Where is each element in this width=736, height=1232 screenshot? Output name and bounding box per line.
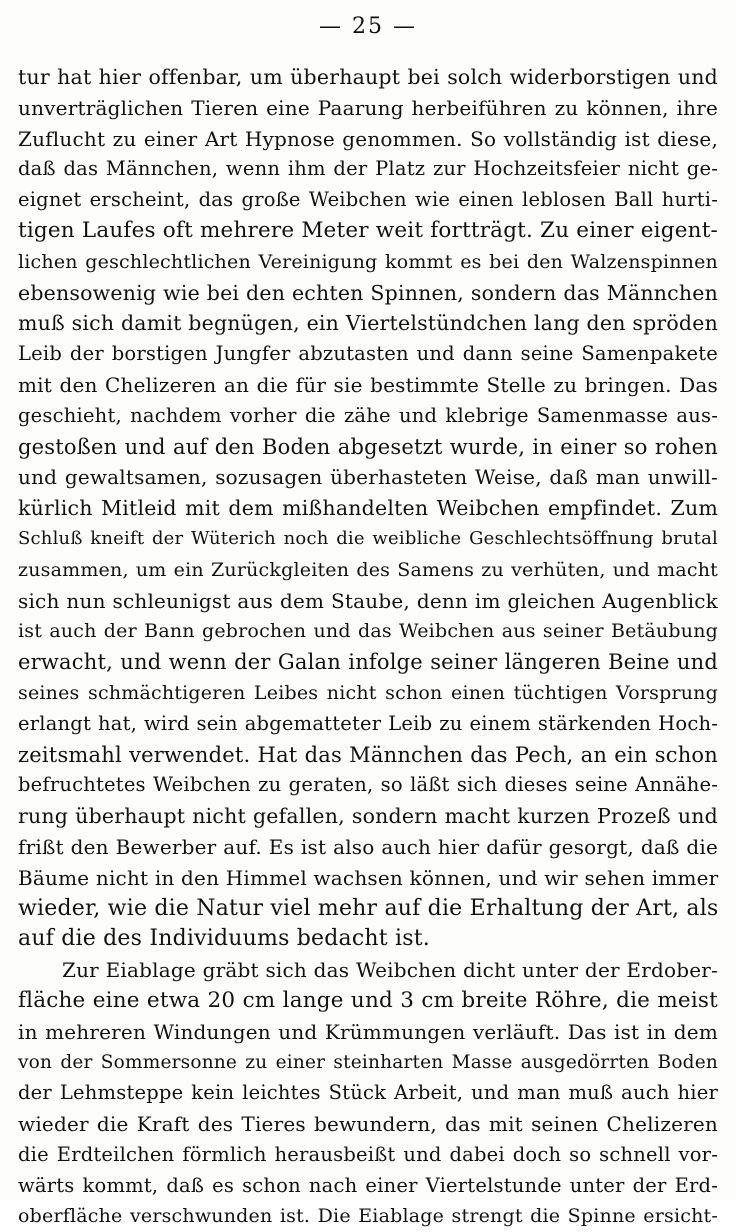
text-line: Zur Eiablage gräbt sich das Weibchen dicht unter der Erdober- <box>62 958 718 983</box>
body-text <box>18 62 718 1232</box>
text-line: wieder die Kraft des Tieres bewundern, das mit seinen Chelizeren <box>18 1112 718 1137</box>
text-line: seines schmächtigeren Leibes nicht schon einen tüchtigen Vorsprung <box>18 681 718 704</box>
page-number: — 25 — <box>319 14 417 39</box>
text-line: Leib der borstigen Jungfer abzutasten und dann seine Samenpakete <box>18 342 718 366</box>
text-line: befruchtetes Weibchen zu geraten, so läßt sich dieses seine Annähe- <box>18 773 718 797</box>
text-line: oberfläche verschwunden ist. Die Eiablage strengt die Spinne ersicht- <box>18 1205 718 1228</box>
text-line: auf die des Individuums bedacht ist. <box>18 926 430 952</box>
text-line: wärts kommt, daß es schon nach einer Viertelstunde unter der Erd- <box>18 1173 718 1197</box>
paragraph-2 <box>18 955 718 1232</box>
text-line: eignet erscheint, das große Weibchen wie einen leblosen Ball hurti- <box>18 188 718 212</box>
text-line: tur hat hier offenbar, um überhaupt bei solch widerborstigen und <box>18 65 718 89</box>
text-line: daß das Männchen, wenn ihm der Platz zur Hochzeitsfeier nicht ge- <box>18 157 718 181</box>
text-line: Bäume nicht in den Himmel wachsen können, und wir sehen immer <box>18 865 719 890</box>
text-line: tigen Laufes oft mehrere Meter weit fortträgt. Zu einer eigent- <box>18 217 719 243</box>
text-line: wieder, wie die Natur viel mehr auf die Erhaltung der Art, als <box>18 895 719 921</box>
text-line: zeitsmahl verwendet. Hat das Männchen das Pech, an ein schon <box>18 742 718 767</box>
text-line: ebensowenig wie bei den echten Spinnen, sondern das Männchen <box>18 280 718 305</box>
text-line: lichen geschlechtlichen Vereinigung kommt es bei den Walzenspinnen <box>18 250 718 273</box>
text-line: kürlich Mitleid mit dem mißhandelten Weibchen empfindet. Zum <box>18 496 718 521</box>
text-line: zusammen, um ein Zurückgleiten des Samens zu verhüten, und macht <box>18 558 718 581</box>
text-line: geschieht, nachdem vorher die zähe und klebrige Samenmasse aus- <box>18 403 718 427</box>
text-line: frißt den Bewerber auf. Es ist also auch hier dafür gesorgt, daß die <box>18 834 718 859</box>
text-line: ist auch der Bann gebrochen und das Weibchen aus seiner Betäubung <box>18 620 718 643</box>
text-line: erlangt hat, wird sein abgematteter Leib zu einem stärkenden Hoch- <box>18 711 718 735</box>
text-line: und gewaltsamen, sozusagen überhasteten Weise, daß man unwill- <box>18 465 718 490</box>
text-line: unverträglichen Tieren eine Paarung herbeiführen zu können, ihre <box>18 95 718 120</box>
text-line: sich nun schleunigst aus dem Staube, denn im gleichen Augenblick <box>18 588 718 613</box>
paragraph-1 <box>18 62 718 955</box>
text-line: Schluß kneift der Wüterich noch die weibliche Geschlechtsöffnung brutal <box>18 527 718 549</box>
text-line: erwacht, und wenn der Galan infolge seiner längeren Beine und <box>18 650 718 675</box>
text-line: fläche eine etwa 20 cm lange und 3 cm breite Röhre, die meist <box>18 987 718 1013</box>
text-line: in mehreren Windungen und Krümmungen verläuft. Das ist in dem <box>18 1019 718 1044</box>
text-line: muß sich damit begnügen, ein Viertelstündchen lang den spröden <box>18 311 718 336</box>
text-line: rung überhaupt nicht gefallen, sondern macht kurzen Prozeß und <box>18 804 718 829</box>
text-line: gestoßen und auf den Boden abgesetzt wurde, in einer so rohen <box>18 434 718 459</box>
text-line: die Erdteilchen förmlich herausbeißt und dabei doch so schnell vor- <box>18 1142 718 1166</box>
text-line: von der Sommersonne zu einer steinharten Masse ausgedörrten Boden <box>18 1051 718 1073</box>
text-line: mit den Chelizeren an die für sie bestimmte Stelle zu bringen. Das <box>18 372 718 397</box>
text-line: der Lehmsteppe kein leichtes Stück Arbeit, und man muß auch hier <box>18 1081 718 1105</box>
text-line: Zuflucht zu einer Art Hypnose genommen. So vollständig ist diese, <box>18 126 718 151</box>
